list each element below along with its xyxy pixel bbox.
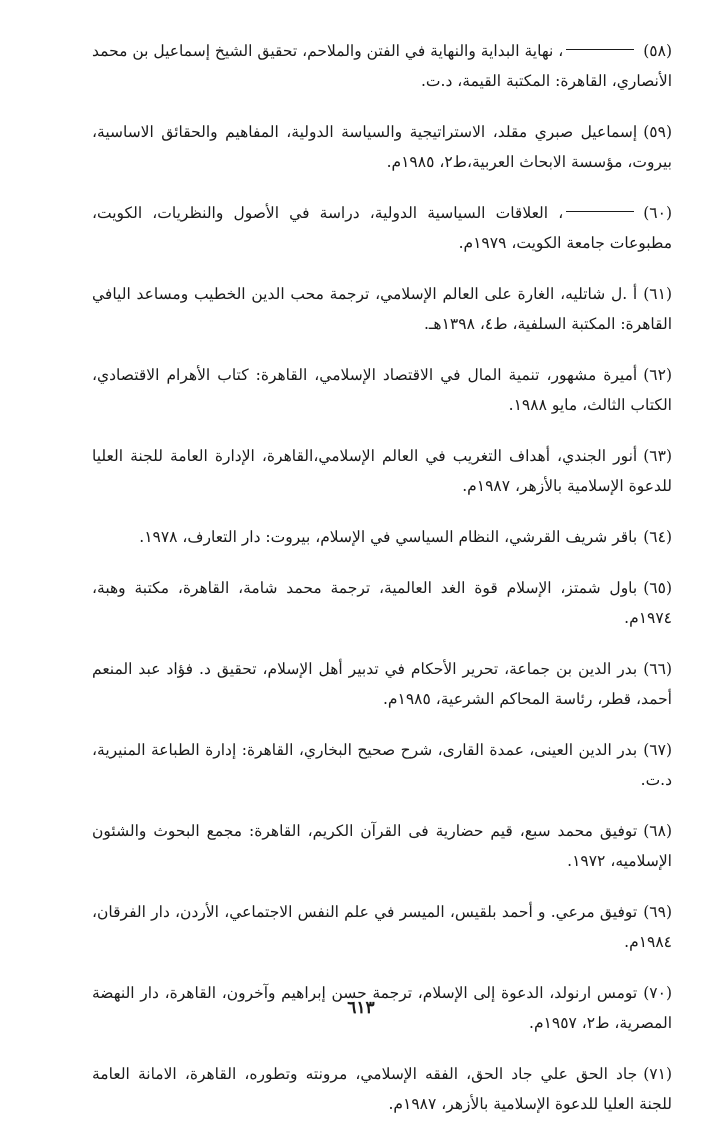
reference-text: بدر الدين بن جماعة، تحرير الأحكام في تدبير أهل الإسلام، تحقيق د. فؤاد عبد المنعم أحمد، قطر، رئاسة المحاكم الشرعية، ١٩٨٥م. [92, 660, 672, 708]
reference-text: جاد الحق علي جاد الحق، الفقه الإسلامي، مرونته وتطوره، القاهرة، الامانة العامة للجنة العليا للدعوة الإسلامية بالأزهر، ١٩٨٧م. [92, 1065, 672, 1113]
reference-number: (٧١) [643, 1065, 672, 1083]
reference-entry [92, 279, 672, 339]
reference-text: ، نهاية البداية والنهاية في الفتن والملاحم، تحقيق الشيخ إسماعيل بن محمد الأنصاري، القاهرة: المكتبة القيمة، د.ت. [91, 42, 672, 90]
repeat-author-rule [566, 49, 634, 50]
reference-entry [92, 36, 672, 96]
reference-entry [92, 360, 672, 420]
reference-number: (٥٨) [643, 42, 672, 60]
reference-number: (٦٧) [643, 741, 672, 759]
reference-number: (٦٣) [643, 447, 672, 465]
reference-text: إسماعيل صبري مقلد، الاستراتيجية والسياسة الدولية، المفاهيم والحقائق الاساسية، بيروت، مؤسسة الابحاث العربية،ط٢، ١٩٨٥م. [92, 123, 672, 171]
reference-entry [92, 198, 672, 258]
bibliography-list [92, 36, 672, 1140]
reference-number: (٦٢) [643, 366, 672, 384]
reference-number: (٦٥) [643, 579, 672, 597]
reference-entry [92, 654, 672, 714]
reference-entry [92, 735, 672, 795]
reference-entry [92, 1059, 672, 1119]
reference-number: (٦١) [643, 285, 672, 303]
reference-number: (٦٦) [643, 660, 672, 678]
reference-entry [92, 816, 672, 876]
reference-text: أميرة مشهور، تنمية المال في الاقتصاد الإسلامي، القاهرة: كتاب الأهرام الاقتصادي، الكتاب الثالث، مايو ١٩٨٨. [92, 366, 672, 414]
reference-number: (٦٠) [643, 204, 672, 222]
reference-text: أ .ل شاتليه، الغارة على العالم الإسلامي، ترجمة محب الدين الخطيب ومساعد اليافي القاهرة: المكتبة السلفية، ط٤، ١٣٩٨هـ. [92, 285, 672, 333]
reference-number: (٦٨) [643, 822, 672, 840]
reference-number: (٥٩) [643, 123, 672, 141]
reference-text: باقر شريف القرشي، النظام السياسي في الإسلام، بيروت: دار التعارف، ١٩٧٨. [139, 528, 638, 546]
reference-entry [92, 522, 672, 552]
reference-text: باول شمتز، الإسلام قوة الغد العالمية، ترجمة محمد شامة، القاهرة، مكتبة وهبة، ١٩٧٤م. [92, 579, 672, 627]
reference-text: بدر الدين العينى، عمدة القارى، شرح صحيح البخاري، القاهرة: إدارة الطباعة المنيرية، د.ت. [92, 741, 672, 789]
reference-text: ، العلاقات السياسية الدولية، دراسة في الأصول والنظريات، الكويت، مطبوعات جامعة الكويت، ١٩٧٩م. [92, 204, 672, 252]
reference-text: تومس ارنولد، الدعوة إلى الإسلام، ترجمة حسن إبراهيم وآخرون، القاهرة، دار النهضة المصرية، ط٢، ١٩٥٧م. [92, 984, 672, 1032]
page-number: ٦١٣ [347, 998, 375, 1018]
reference-entry [92, 441, 672, 501]
reference-text: توفيق مرعي. و أحمد بلقيس، الميسر في علم النفس الاجتماعي، الأردن، دار الفرقان، ١٩٨٤م. [92, 903, 672, 951]
reference-text: أنور الجندي، أهداف التغريب في العالم الإسلامي،القاهرة، الإدارة العامة للجنة العليا للدعوة الإسلامية بالأزهر، ١٩٨٧م. [92, 447, 672, 495]
reference-number: (٦٤) [643, 528, 672, 546]
reference-number: (٧٠) [643, 984, 672, 1002]
reference-entry [92, 573, 672, 633]
reference-text: توفيق محمد سبع، قيم حضارية فى القرآن الكريم، القاهرة: مجمع البحوث والشئون الإسلاميه، ١٩٧٢. [92, 822, 672, 870]
reference-entry [92, 117, 672, 177]
reference-entry [92, 897, 672, 957]
repeat-author-rule [566, 211, 634, 212]
reference-number: (٦٩) [643, 903, 672, 921]
